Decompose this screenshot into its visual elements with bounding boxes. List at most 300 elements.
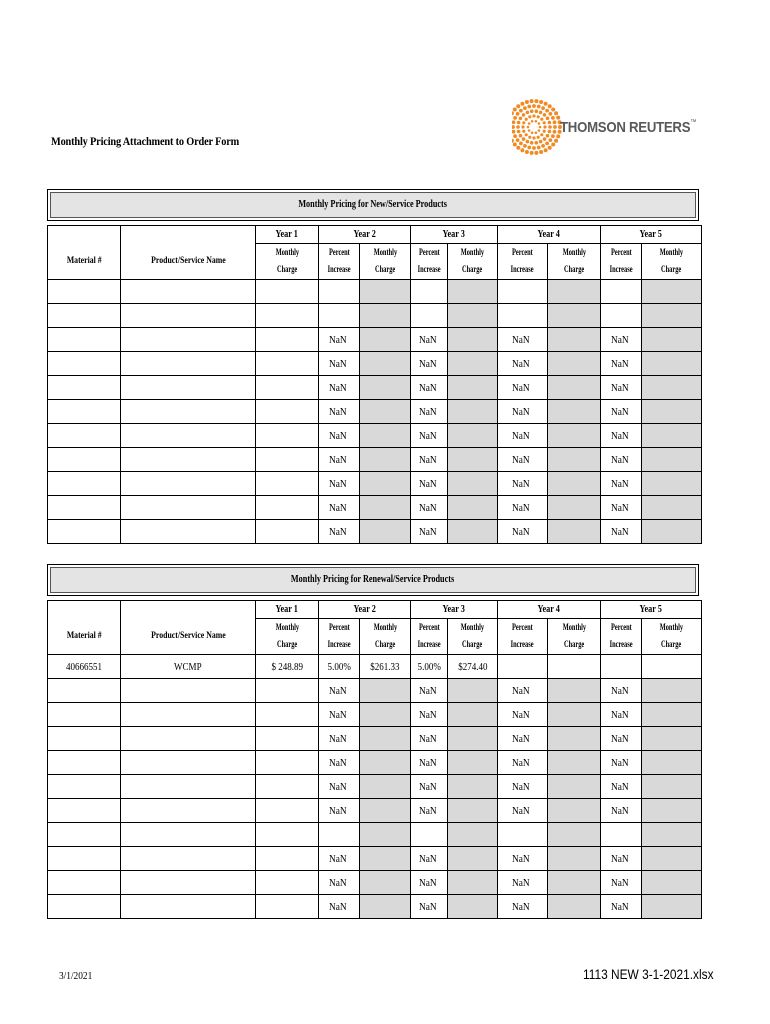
year-3-charge-cell	[448, 655, 498, 679]
year-2-percent-cell[interactable]	[319, 496, 360, 520]
year-3-charge-cell	[448, 376, 498, 400]
year-1-charge-cell[interactable]	[256, 703, 319, 727]
percent-value: NaN	[610, 525, 629, 538]
material-cell[interactable]	[48, 328, 121, 352]
form-title: Monthly Pricing Attachment to Order Form	[51, 134, 240, 148]
product-cell[interactable]	[121, 823, 256, 847]
year-5-charge-cell	[642, 400, 702, 424]
product-cell[interactable]	[121, 775, 256, 799]
year-5-percent-cell[interactable]	[601, 376, 642, 400]
year-5-percent-cell[interactable]	[601, 799, 642, 823]
year-5-charge-cell	[642, 376, 702, 400]
year-2-percent-cell[interactable]	[319, 328, 360, 352]
percent-value: NaN	[418, 453, 437, 466]
percent-value: NaN	[418, 780, 437, 793]
year-3-percent-cell[interactable]	[411, 304, 448, 328]
year-3-percent-cell[interactable]	[411, 727, 448, 751]
material-cell[interactable]	[48, 823, 121, 847]
year-5-percent-cell[interactable]	[601, 895, 642, 919]
year-1-charge-cell[interactable]	[256, 304, 319, 328]
year-5-percent-cell[interactable]	[601, 352, 642, 376]
table-row	[48, 751, 702, 775]
year-5-percent-cell[interactable]	[601, 496, 642, 520]
year-5-percent-cell[interactable]	[601, 328, 642, 352]
year-5-percent-cell[interactable]	[601, 520, 642, 544]
percent-value: NaN	[610, 453, 629, 466]
percent-value: NaN	[418, 804, 437, 817]
year-1-header	[256, 601, 319, 619]
year-3-percent-cell[interactable]	[411, 655, 448, 679]
product-cell[interactable]	[121, 703, 256, 727]
year-2-charge-cell	[360, 472, 411, 496]
percent-value: NaN	[610, 429, 629, 442]
year-3-charge-cell	[448, 328, 498, 352]
year-5-charge-cell	[642, 799, 702, 823]
year-5-percent-cell[interactable]	[601, 655, 642, 679]
year-2-header	[319, 226, 411, 244]
year-4-percent-cell[interactable]	[498, 775, 548, 799]
product-header-text: Product/Service Name	[150, 630, 226, 641]
material-cell[interactable]	[48, 280, 121, 304]
percent-value: NaN	[328, 876, 347, 889]
year-5-percent-cell[interactable]	[601, 448, 642, 472]
footer-filename: 1113 NEW 3-1-2021.xlsx	[583, 966, 714, 982]
year-2-percent-cell[interactable]	[319, 352, 360, 376]
percent-value: NaN	[512, 429, 530, 442]
year-3-charge-cell	[448, 472, 498, 496]
footer-date: 3/1/2021	[59, 970, 93, 982]
year-4-percent-cell[interactable]	[498, 847, 548, 871]
year-2-charge-cell	[360, 328, 411, 352]
renewal-products-header	[48, 601, 702, 655]
monthly-charge-header-line2: Charge	[661, 264, 682, 275]
year-1-charge-cell[interactable]	[256, 424, 319, 448]
material-cell[interactable]	[48, 895, 121, 919]
percent-value: NaN	[418, 756, 437, 769]
year-2-charge-cell	[360, 799, 411, 823]
year-2-percent-cell[interactable]	[319, 679, 360, 703]
brand-trademark: ™	[690, 119, 697, 126]
monthly-charge-header	[548, 244, 601, 280]
year-5-percent-cell[interactable]	[601, 727, 642, 751]
product-cell[interactable]	[121, 520, 256, 544]
year-3-percent-cell[interactable]	[411, 679, 448, 703]
year-3-charge-cell	[448, 775, 498, 799]
percent-increase-header	[498, 244, 548, 280]
year-3-charge-cell	[448, 448, 498, 472]
product-cell[interactable]	[121, 424, 256, 448]
monthly-charge-header-line1: Monthly	[373, 622, 397, 633]
percent-increase-header	[601, 619, 642, 655]
year-2-percent-cell[interactable]	[319, 727, 360, 751]
year-label: Year 4	[537, 229, 561, 240]
year-5-percent-cell[interactable]	[601, 775, 642, 799]
material-cell[interactable]	[48, 655, 121, 679]
product-cell[interactable]	[121, 328, 256, 352]
material-cell[interactable]	[48, 304, 121, 328]
product-cell[interactable]	[121, 727, 256, 751]
new-products-banner	[47, 189, 699, 221]
year-2-charge-cell	[360, 679, 411, 703]
year-2-percent-cell[interactable]	[319, 895, 360, 919]
year-1-charge-cell[interactable]	[256, 376, 319, 400]
percent-value: NaN	[610, 357, 629, 370]
year-4-percent-cell[interactable]	[498, 280, 548, 304]
table-row	[48, 775, 702, 799]
year-4-percent-cell[interactable]	[498, 655, 548, 679]
monthly-charge-header	[256, 619, 319, 655]
year-2-percent-cell[interactable]	[319, 703, 360, 727]
year-5-charge-cell	[642, 847, 702, 871]
year-5-percent-cell[interactable]	[601, 424, 642, 448]
product-cell[interactable]	[121, 472, 256, 496]
year-4-percent-cell[interactable]	[498, 679, 548, 703]
year-1-charge-cell[interactable]	[256, 679, 319, 703]
percent-increase-header-text	[415, 245, 443, 279]
material-cell[interactable]	[48, 727, 121, 751]
product-cell[interactable]	[121, 280, 256, 304]
year-4-percent-cell[interactable]	[498, 328, 548, 352]
year-label: Year 2	[353, 604, 376, 615]
year-2-charge-cell	[360, 280, 411, 304]
material-cell[interactable]	[48, 520, 121, 544]
year-4-percent-cell[interactable]	[498, 823, 548, 847]
percent-value: NaN	[512, 900, 530, 913]
year-5-charge-cell	[642, 823, 702, 847]
year-1-charge-cell[interactable]	[256, 400, 319, 424]
table-row	[48, 727, 702, 751]
header-blank	[48, 601, 121, 619]
material-cell[interactable]	[48, 496, 121, 520]
percent-value: NaN	[418, 429, 437, 442]
year-2-percent-cell[interactable]	[319, 376, 360, 400]
monthly-charge-header	[360, 244, 411, 280]
material-cell[interactable]	[48, 871, 121, 895]
new-products-banner-title: Monthly Pricing for New/Service Products	[298, 199, 448, 210]
year-4-percent-cell[interactable]	[498, 304, 548, 328]
table-row	[48, 448, 702, 472]
year-3-percent-cell[interactable]	[411, 751, 448, 775]
year-4-charge-cell	[548, 703, 601, 727]
year-5-percent-cell[interactable]	[601, 871, 642, 895]
year-4-percent-cell[interactable]	[498, 448, 548, 472]
year-3-header	[411, 226, 498, 244]
percent-value: NaN	[418, 525, 437, 538]
year-5-percent-cell[interactable]	[601, 847, 642, 871]
year-1-charge-cell[interactable]	[256, 799, 319, 823]
year-4-header	[498, 226, 601, 244]
header-blank	[48, 226, 121, 244]
percent-increase-header-text	[325, 245, 353, 279]
table-row	[48, 496, 702, 520]
year-3-percent-cell[interactable]	[411, 496, 448, 520]
year-4-percent-cell[interactable]	[498, 400, 548, 424]
year-2-percent-cell[interactable]	[319, 448, 360, 472]
material-cell[interactable]	[48, 472, 121, 496]
monthly-charge-header-line1: Monthly	[562, 247, 586, 258]
percent-value: NaN	[512, 852, 530, 865]
year-4-charge-cell	[548, 328, 601, 352]
year-2-percent-cell[interactable]	[319, 655, 360, 679]
table-row	[48, 679, 702, 703]
year-4-charge-cell	[548, 280, 601, 304]
year-3-percent-cell[interactable]	[411, 328, 448, 352]
percent-value: NaN	[610, 333, 629, 346]
product-cell[interactable]	[121, 871, 256, 895]
material-cell[interactable]	[48, 400, 121, 424]
year-label: Year 4	[537, 604, 561, 615]
year-2-charge-cell	[360, 424, 411, 448]
monthly-charge-header-line2: Charge	[462, 639, 483, 650]
year-5-percent-cell[interactable]	[601, 304, 642, 328]
product-cell[interactable]	[121, 799, 256, 823]
charge-value: $261.33	[370, 660, 400, 673]
year-3-percent-cell[interactable]	[411, 871, 448, 895]
percent-value: NaN	[512, 732, 530, 745]
year-2-percent-cell[interactable]	[319, 775, 360, 799]
year-1-charge-cell[interactable]	[256, 520, 319, 544]
year-3-percent-cell[interactable]	[411, 424, 448, 448]
year-3-percent-cell[interactable]	[411, 280, 448, 304]
year-1-charge-cell[interactable]	[256, 775, 319, 799]
material-cell[interactable]	[48, 775, 121, 799]
year-4-percent-cell[interactable]	[498, 520, 548, 544]
monthly-charge-header-text	[273, 620, 302, 654]
year-3-percent-cell[interactable]	[411, 400, 448, 424]
table-row	[48, 703, 702, 727]
year-4-percent-cell[interactable]	[498, 799, 548, 823]
material-cell[interactable]	[48, 751, 121, 775]
percent-value: NaN	[512, 804, 530, 817]
monthly-charge-header-text	[657, 245, 686, 279]
year-3-percent-cell[interactable]	[411, 799, 448, 823]
year-3-charge-cell	[448, 352, 498, 376]
product-cell[interactable]	[121, 751, 256, 775]
year-2-percent-cell[interactable]	[319, 280, 360, 304]
year-4-charge-cell	[548, 424, 601, 448]
product-cell[interactable]	[121, 400, 256, 424]
year-4-charge-cell	[548, 376, 601, 400]
year-1-charge-cell[interactable]	[256, 727, 319, 751]
percent-increase-header	[319, 619, 360, 655]
percent-increase-header-line1: Percent	[418, 247, 440, 258]
year-3-percent-cell[interactable]	[411, 472, 448, 496]
table-row	[48, 655, 702, 679]
year-1-charge-cell[interactable]	[256, 328, 319, 352]
year-4-charge-cell	[548, 727, 601, 751]
year-2-charge-cell	[360, 775, 411, 799]
table-row	[48, 895, 702, 919]
year-2-percent-cell[interactable]	[319, 799, 360, 823]
year-2-percent-cell[interactable]	[319, 520, 360, 544]
year-4-percent-cell[interactable]	[498, 496, 548, 520]
product-cell[interactable]	[121, 352, 256, 376]
year-4-percent-cell[interactable]	[498, 895, 548, 919]
year-1-charge-cell[interactable]	[256, 823, 319, 847]
year-4-percent-cell[interactable]	[498, 871, 548, 895]
product-cell[interactable]	[121, 679, 256, 703]
year-3-percent-cell[interactable]	[411, 352, 448, 376]
year-3-percent-cell[interactable]	[411, 376, 448, 400]
year-5-percent-cell[interactable]	[601, 823, 642, 847]
product-cell[interactable]	[121, 895, 256, 919]
year-1-charge-cell[interactable]	[256, 472, 319, 496]
year-5-charge-cell	[642, 352, 702, 376]
year-1-charge-cell[interactable]	[256, 895, 319, 919]
product-cell[interactable]	[121, 847, 256, 871]
year-2-percent-cell[interactable]	[319, 472, 360, 496]
year-5-percent-cell[interactable]	[601, 679, 642, 703]
monthly-charge-header-line2: Charge	[374, 639, 396, 650]
material-cell[interactable]	[48, 703, 121, 727]
percent-value: 5.00%	[417, 660, 441, 673]
table-row	[48, 328, 702, 352]
product-cell[interactable]	[121, 496, 256, 520]
monthly-charge-header	[642, 244, 702, 280]
year-2-charge-cell	[360, 703, 411, 727]
percent-value: NaN	[328, 708, 347, 721]
monthly-charge-header-text	[458, 620, 487, 654]
percent-value: NaN	[328, 900, 347, 913]
year-4-percent-cell[interactable]	[498, 352, 548, 376]
material-cell[interactable]	[48, 799, 121, 823]
year-3-percent-cell[interactable]	[411, 703, 448, 727]
material-cell[interactable]	[48, 376, 121, 400]
year-3-percent-cell[interactable]	[411, 448, 448, 472]
year-4-charge-cell	[548, 751, 601, 775]
year-5-charge-cell	[642, 304, 702, 328]
percent-value: NaN	[328, 804, 347, 817]
year-3-header	[411, 601, 498, 619]
year-label: Year 1	[275, 604, 299, 615]
percent-value: NaN	[328, 780, 347, 793]
year-4-charge-cell	[548, 448, 601, 472]
year-4-charge-cell	[548, 352, 601, 376]
year-3-charge-cell	[448, 847, 498, 871]
year-5-percent-cell[interactable]	[601, 703, 642, 727]
percent-value: NaN	[328, 501, 347, 514]
table-row	[48, 823, 702, 847]
year-5-charge-cell	[642, 280, 702, 304]
material-cell[interactable]	[48, 679, 121, 703]
material-cell[interactable]	[48, 847, 121, 871]
year-3-charge-cell	[448, 679, 498, 703]
year-label: Year 3	[442, 604, 466, 615]
year-3-charge-cell	[448, 424, 498, 448]
year-3-charge-cell	[448, 751, 498, 775]
renewal-products-banner	[47, 564, 699, 596]
year-4-percent-cell[interactable]	[498, 472, 548, 496]
new-products-table	[47, 225, 702, 544]
product-cell[interactable]	[121, 448, 256, 472]
year-3-percent-cell[interactable]	[411, 775, 448, 799]
year-1-charge-cell[interactable]	[256, 847, 319, 871]
year-4-percent-cell[interactable]	[498, 376, 548, 400]
material-cell[interactable]	[48, 448, 121, 472]
monthly-charge-header-line2: Charge	[661, 639, 682, 650]
percent-value: NaN	[418, 405, 437, 418]
percent-value: NaN	[328, 357, 347, 370]
year-5-charge-cell	[642, 424, 702, 448]
percent-value: NaN	[610, 708, 629, 721]
material-cell[interactable]	[48, 352, 121, 376]
year-3-charge-cell	[448, 280, 498, 304]
year-4-percent-cell[interactable]	[498, 751, 548, 775]
year-1-charge-cell[interactable]	[256, 871, 319, 895]
year-3-percent-cell[interactable]	[411, 895, 448, 919]
material-cell[interactable]	[48, 424, 121, 448]
percent-value: 5.00%	[327, 660, 351, 673]
product-cell[interactable]	[121, 304, 256, 328]
percent-value: NaN	[328, 453, 347, 466]
year-5-header	[601, 226, 702, 244]
percent-value: NaN	[418, 357, 437, 370]
monthly-charge-header-line1: Monthly	[562, 622, 586, 633]
year-2-percent-cell[interactable]	[319, 871, 360, 895]
year-2-percent-cell[interactable]	[319, 304, 360, 328]
year-2-percent-cell[interactable]	[319, 400, 360, 424]
year-5-percent-cell[interactable]	[601, 751, 642, 775]
monthly-charge-header	[360, 619, 411, 655]
brand-name	[560, 119, 696, 136]
year-3-charge-cell	[448, 727, 498, 751]
monthly-charge-header	[548, 619, 601, 655]
percent-increase-header-line2: Increase	[511, 639, 534, 650]
year-5-percent-cell[interactable]	[601, 472, 642, 496]
year-2-percent-cell[interactable]	[319, 424, 360, 448]
year-3-percent-cell[interactable]	[411, 520, 448, 544]
year-4-charge-cell	[548, 823, 601, 847]
year-5-percent-cell[interactable]	[601, 280, 642, 304]
year-1-charge-cell[interactable]	[256, 448, 319, 472]
product-cell[interactable]	[121, 376, 256, 400]
percent-increase-header	[601, 244, 642, 280]
monthly-charge-header-line1: Monthly	[275, 247, 299, 258]
year-5-percent-cell[interactable]	[601, 400, 642, 424]
material-header-text: Material #	[66, 630, 102, 641]
percent-value: NaN	[328, 381, 347, 394]
year-2-percent-cell[interactable]	[319, 751, 360, 775]
year-5-charge-cell	[642, 655, 702, 679]
year-1-charge-cell[interactable]	[256, 496, 319, 520]
year-3-percent-cell[interactable]	[411, 847, 448, 871]
year-1-charge-cell[interactable]	[256, 751, 319, 775]
year-4-percent-cell[interactable]	[498, 424, 548, 448]
year-3-charge-cell	[448, 799, 498, 823]
year-1-charge-cell[interactable]	[256, 352, 319, 376]
percent-value: NaN	[512, 876, 530, 889]
monthly-charge-header-text	[458, 245, 487, 279]
year-4-percent-cell[interactable]	[498, 703, 548, 727]
percent-value: NaN	[512, 684, 530, 697]
percent-value: NaN	[512, 333, 530, 346]
year-3-percent-cell[interactable]	[411, 823, 448, 847]
year-1-charge-cell[interactable]	[256, 655, 319, 679]
monthly-charge-header-text	[560, 620, 589, 654]
percent-value: NaN	[610, 852, 629, 865]
year-5-charge-cell	[642, 679, 702, 703]
product-cell[interactable]	[121, 655, 256, 679]
percent-increase-header-line1: Percent	[512, 247, 533, 258]
monthly-charge-header	[256, 244, 319, 280]
year-1-charge-cell[interactable]	[256, 280, 319, 304]
year-4-charge-cell	[548, 895, 601, 919]
percent-increase-header-line2: Increase	[417, 264, 441, 275]
year-4-percent-cell[interactable]	[498, 727, 548, 751]
year-2-percent-cell[interactable]	[319, 823, 360, 847]
year-2-charge-cell	[360, 400, 411, 424]
year-2-percent-cell[interactable]	[319, 847, 360, 871]
